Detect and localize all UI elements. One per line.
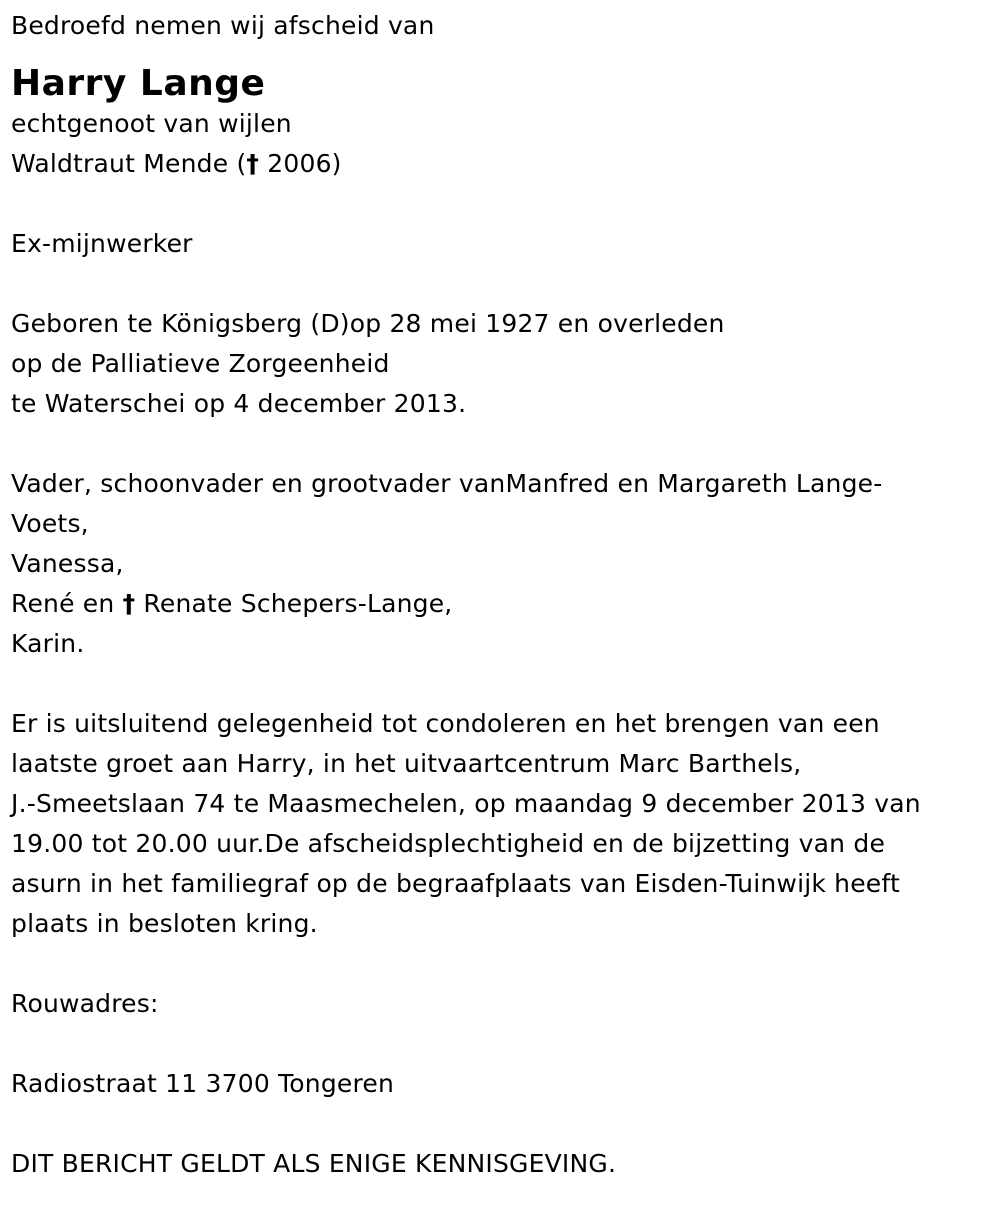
family-line: Vader, schoonvader en grootvader vanManfred en Margareth Lange- [11,469,883,498]
ceremony-line: laatste groet aan Harry, in het uitvaartcentrum Marc Barthels, [11,749,802,778]
family-line [11,584,981,624]
spouse-relation: echtgenoot van wijlen [11,109,292,138]
spacer [11,944,981,984]
spacer [11,424,981,464]
spacer [11,1024,981,1064]
cross-icon: † [122,589,136,618]
spouse-line [11,144,981,184]
cross-icon: † [246,149,260,178]
spacer [11,184,981,224]
birth-line: op de Palliatieve Zorgeenheid [11,349,390,378]
ceremony-line: Er is uitsluitend gelegenheid tot condoleren en het brengen van een [11,709,880,738]
spacer [11,264,981,304]
spouse-name: Waldtraut Mende ( [11,149,247,178]
ceremony-line: J.-Smeetslaan 74 te Maasmechelen, op maandag 9 december 2013 van [11,789,921,818]
family-line: Karin. [11,629,85,658]
intro-text: Bedroefd nemen wij afscheid van [11,11,435,40]
birth-line: Geboren te Königsberg (D)op 28 mei 1927 en overleden [11,309,725,338]
spacer [11,664,981,704]
family-member: Renate Schepers-Lange, [135,589,453,618]
birth-line: te Waterschei op 4 december 2013. [11,389,467,418]
family-line: Voets, [11,509,89,538]
address: Radiostraat 11 3700 Tongeren [11,1069,395,1098]
notice: DIT BERICHT GELDT ALS ENIGE KENNISGEVING. [11,1149,617,1178]
deceased-name: Harry Lange [11,63,266,104]
ceremony-line: 19.00 tot 20.00 uur.De afscheidsplechtigheid en de bijzetting van de [11,829,886,858]
spacer [11,1104,981,1144]
obituary-notice [11,6,981,1184]
ceremony-line: asurn in het familiegraf op de begraafplaats van Eisden-Tuinwijk heeft [11,869,900,898]
family-member: René en [11,589,123,618]
spouse-year: 2006) [259,149,342,178]
family-line: Vanessa, [11,549,124,578]
ceremony-line: plaats in besloten kring. [11,909,318,938]
address-label: Rouwadres: [11,989,159,1018]
occupation: Ex-mijnwerker [11,229,193,258]
